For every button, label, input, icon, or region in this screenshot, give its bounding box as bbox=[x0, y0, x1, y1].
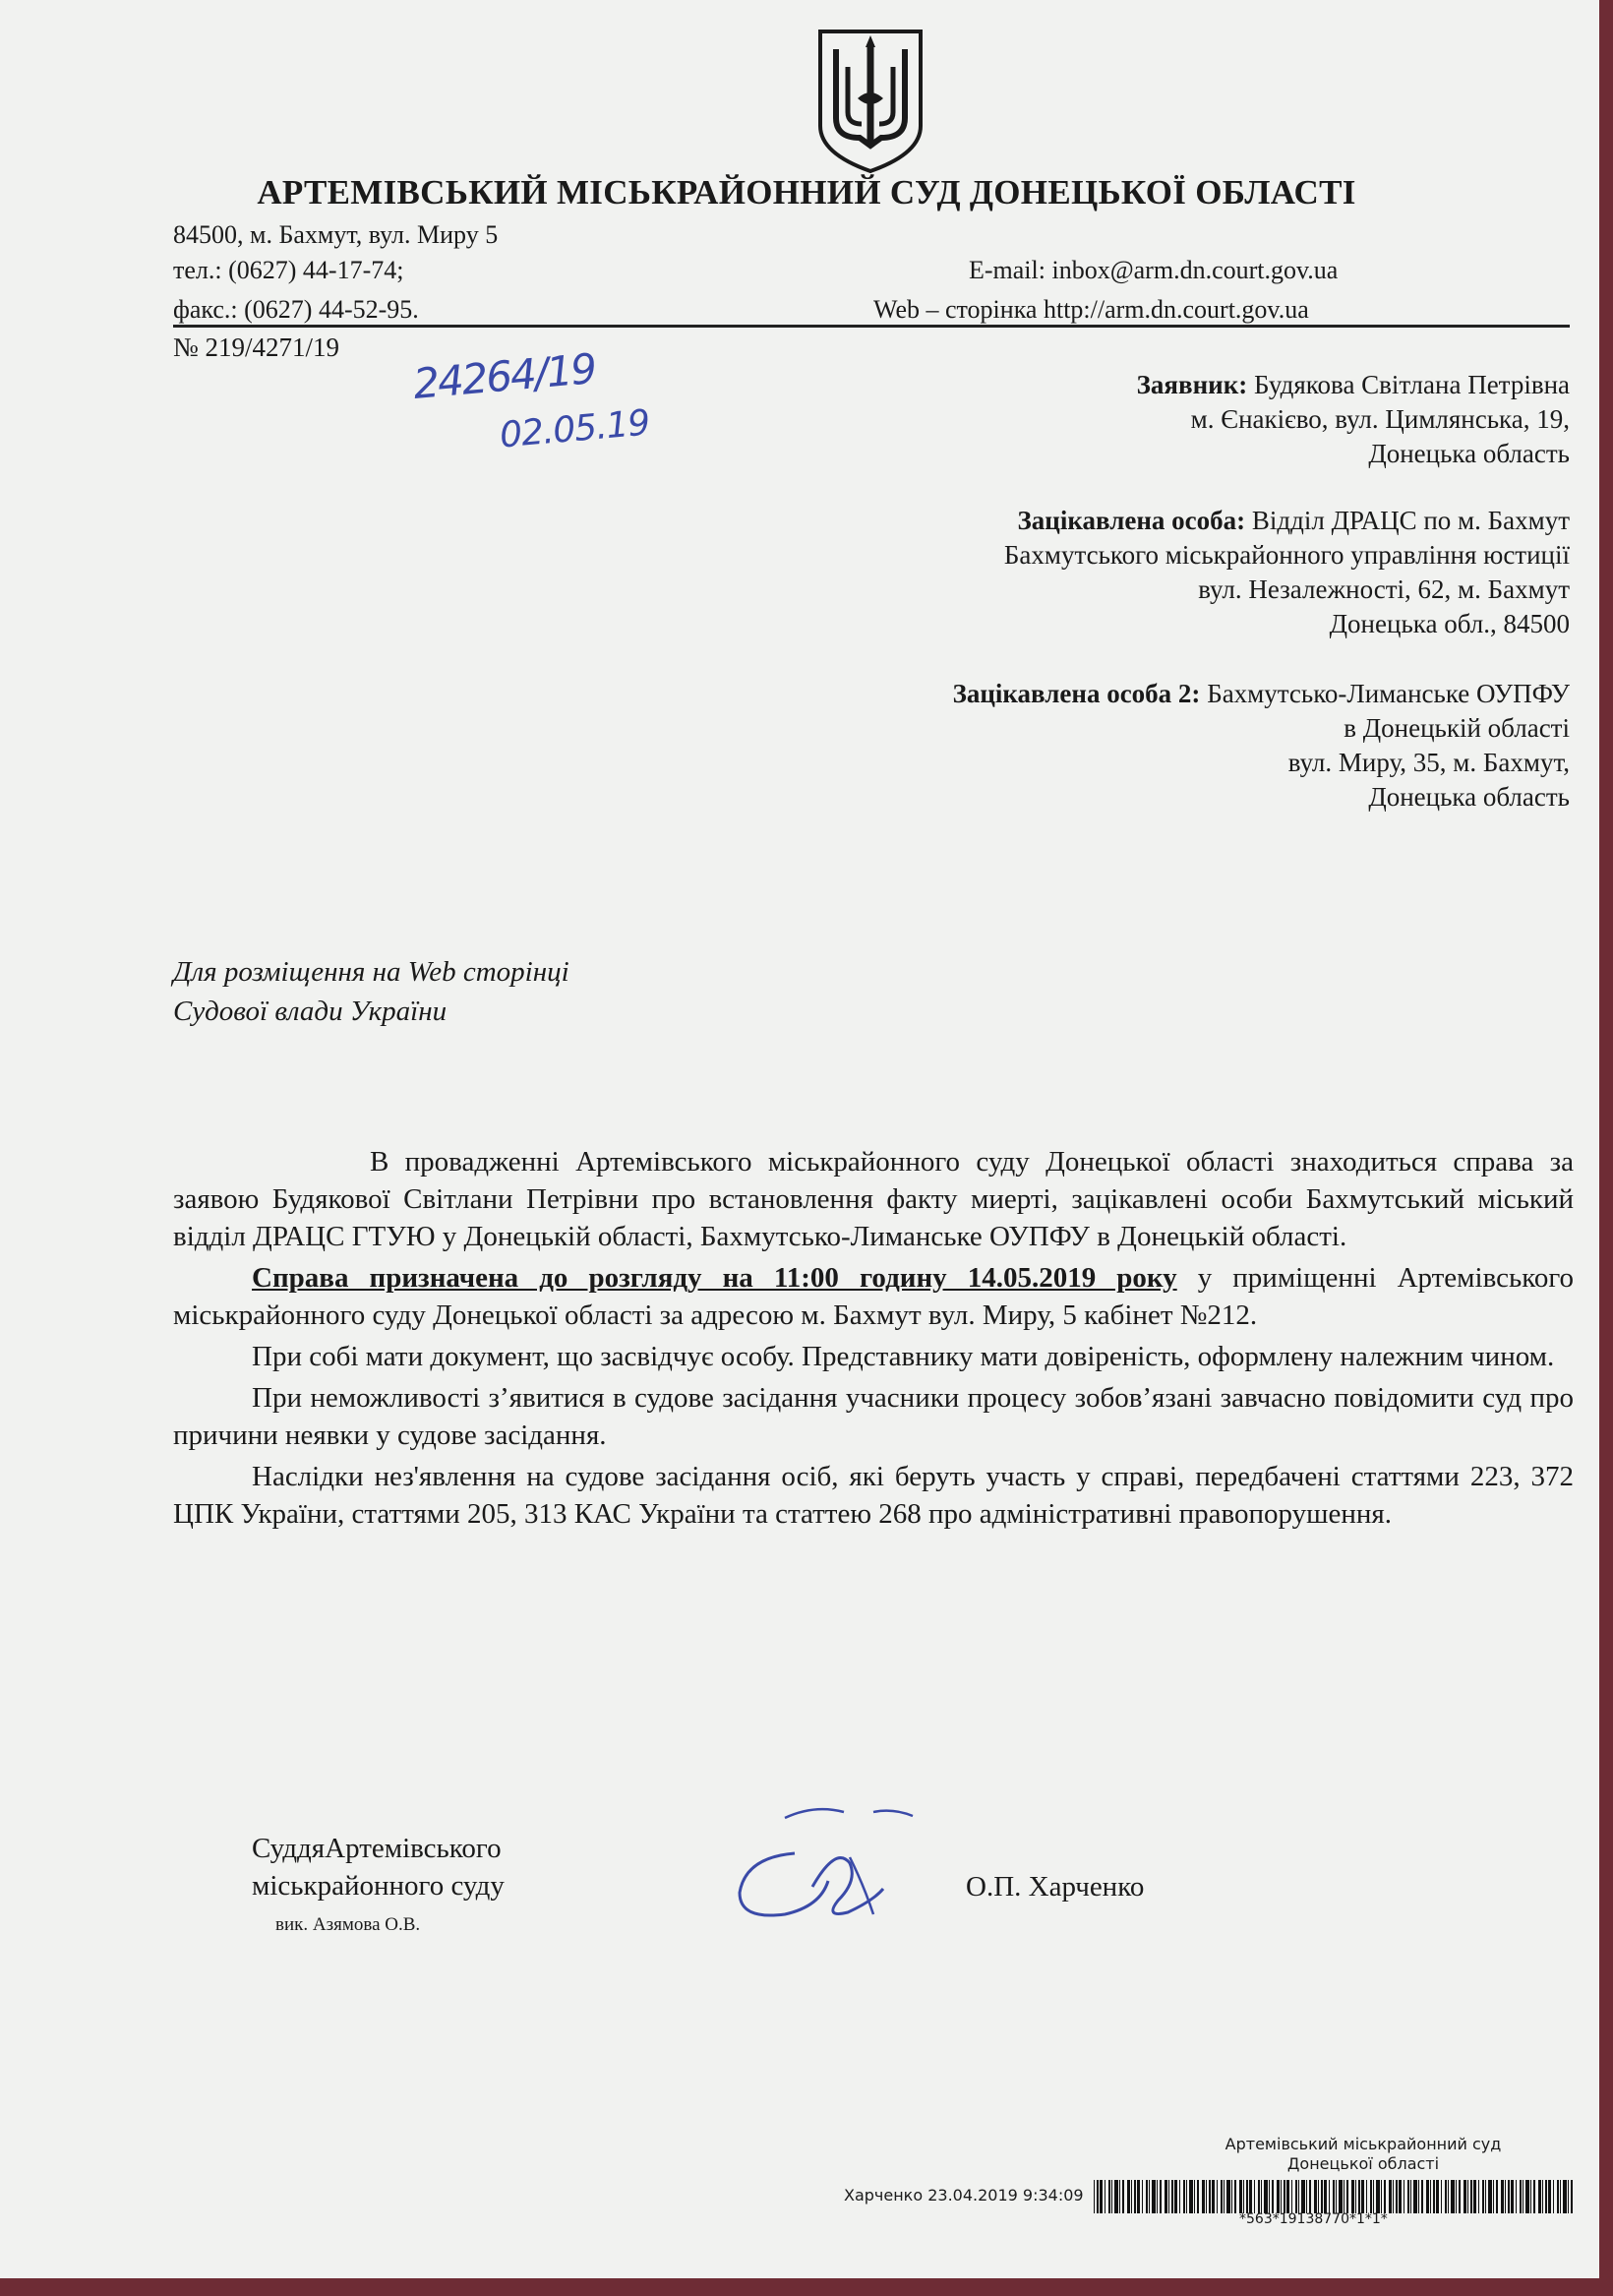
applicant-address: м. Єнакієво, вул. Цимлянська, 19, bbox=[1190, 404, 1570, 434]
judge-title-line: міськрайонного суду bbox=[252, 1870, 505, 1902]
page-edge bbox=[1599, 0, 1613, 2296]
registration-user-time: Харченко 23.04.2019 9:34:09 bbox=[844, 2186, 1084, 2205]
applicant-label: Заявник: bbox=[1136, 370, 1248, 399]
court-fax: факс.: (0627) 44-52-95. bbox=[173, 295, 419, 324]
court-email: E-mail: inbox@arm.dn.court.gov.ua bbox=[969, 256, 1339, 284]
handwritten-date: 02.05.19 bbox=[498, 402, 651, 456]
applicant-block bbox=[1137, 368, 1570, 471]
interested-party-2-line: вул. Миру, 35, м. Бахмут, bbox=[1287, 748, 1570, 777]
paragraph-absence: При неможливості з’явитися в судове засідання учасники процесу зобов’язані завчасно повідомити суд про причини неявки у судове засідання. bbox=[173, 1382, 1574, 1451]
executor-name: вик. Азямова О.В. bbox=[275, 1914, 421, 1935]
page-edge-bottom bbox=[0, 2278, 1613, 2296]
court-phone: тел.: (0627) 44-17-74; bbox=[173, 256, 404, 284]
web-publication-note bbox=[173, 952, 569, 1031]
interested-party-1-name: Відділ ДРАЦС по м. Бахмут bbox=[1251, 506, 1570, 535]
header-divider bbox=[173, 325, 1570, 328]
notice-body bbox=[173, 1143, 1574, 1537]
registration-stamp-court bbox=[1176, 2135, 1550, 2174]
judge-name: О.П. Харченко bbox=[966, 1871, 1145, 1903]
judge-title-line: СуддяАртемівського bbox=[252, 1833, 502, 1864]
handwritten-signature bbox=[726, 1798, 923, 1936]
stamp-court-line: Артемівський міськрайонний суд bbox=[1225, 2135, 1502, 2153]
interested-party-2-block bbox=[953, 677, 1570, 815]
interested-party-1-line: вул. Незалежності, 62, м. Бахмут bbox=[1198, 574, 1570, 604]
applicant-region: Донецька область bbox=[1368, 439, 1570, 468]
interested-party-1-block bbox=[1004, 504, 1570, 641]
coat-of-arms-icon bbox=[814, 28, 926, 173]
handwritten-incoming-number: 24264/19 bbox=[411, 344, 597, 408]
barcode bbox=[1094, 2180, 1574, 2213]
hearing-date-time: Справа призначена до розгляду на 11:00 годину 14.05.2019 року bbox=[252, 1262, 1177, 1294]
paragraph-case-description: В провадженні Артемівського міськрайонного суду Донецької області знаходиться справа за заявою Будякової Світлани Петрівни про встановлення факту миерті, зацікавлені особи Бахмутський міський відділ ДРАЦС ГТУЮ у Донецькій області, Бахмутсько-Лиманське ОУПФУ в Донецькій області. bbox=[173, 1146, 1574, 1252]
interested-party-1-label: Зацікавлена особа: bbox=[1017, 506, 1246, 535]
interested-party-2-line: Донецька область bbox=[1368, 782, 1570, 812]
judge-title bbox=[252, 1830, 505, 1904]
interested-party-2-label: Зацікавлена особа 2: bbox=[952, 679, 1201, 708]
interested-party-2-name: Бахмутсько-Лиманське ОУПФУ bbox=[1207, 679, 1570, 708]
barcode-text: *563*19138770*1*1* bbox=[1239, 2211, 1388, 2227]
interested-party-2-line: в Донецькій області bbox=[1344, 713, 1570, 743]
court-address: 84500, м. Бахмут, вул. Миру 5 bbox=[173, 220, 499, 249]
paragraph-documents: При собі мати документ, що засвідчує особу. Представнику мати довіреність, оформлену належним чином. bbox=[252, 1341, 1555, 1372]
stamp-court-line: Донецької області bbox=[1286, 2154, 1440, 2173]
court-name: АРТЕМІВСЬКИЙ МІСЬКРАЙОННИЙ СУД ДОНЕЦЬКОЇ ОБЛАСТІ bbox=[257, 173, 1356, 211]
interested-party-1-line: Донецька обл., 84500 bbox=[1329, 609, 1570, 638]
case-number: № 219/4271/19 bbox=[173, 332, 340, 362]
interested-party-1-line: Бахмутського міськрайонного управління юстиції bbox=[1003, 540, 1570, 570]
paragraph-consequences: Наслідки нез'явлення на судове засідання осіб, які беруть участь у справі, передбачені статтями 223, 372 ЦПК України, статтями 205, 313 КАС України та статтею 268 про адміністративні правопорушення. bbox=[173, 1461, 1574, 1530]
web-note-line: Для розміщення на Web сторінці bbox=[173, 956, 569, 988]
applicant-name: Будякова Світлана Петрівна bbox=[1254, 370, 1570, 399]
paragraph-hearing bbox=[173, 1259, 1574, 1334]
hearing-location: у приміщенні Артемівського міськрайонного суду Донецької області за адресою м. Бахмут вул. Миру, 5 кабінет №212. bbox=[173, 1262, 1575, 1331]
web-note-line: Судової влади України bbox=[173, 996, 448, 1027]
court-website: Web – сторінка http://arm.dn.court.gov.ua bbox=[873, 295, 1309, 324]
